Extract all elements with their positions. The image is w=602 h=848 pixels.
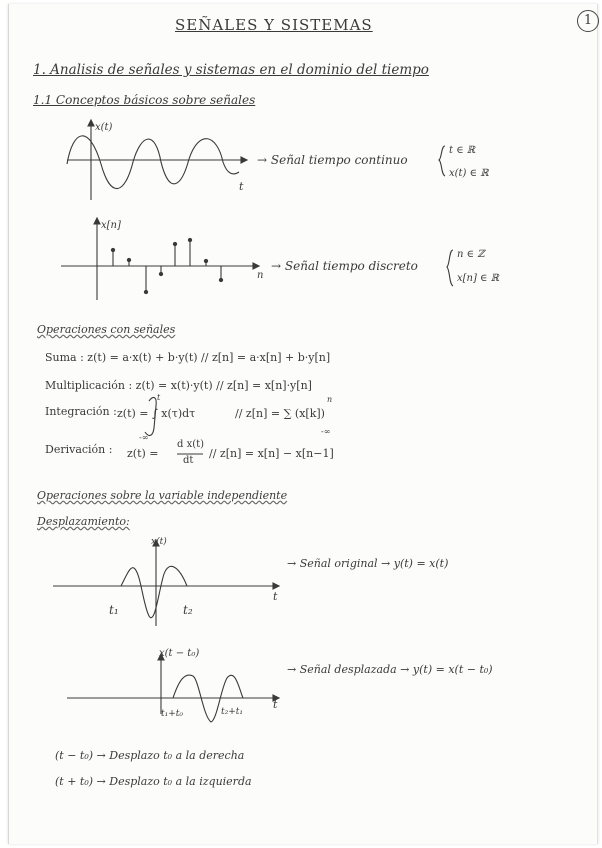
discrete-condition-n: n ∈ ℤ (457, 249, 485, 260)
discrete-x-arrow (253, 263, 259, 269)
derivative-numerator: d x(t) (177, 439, 205, 450)
discrete-brace (447, 250, 453, 286)
discrete-signal-label: → Señal tiempo discreto (271, 259, 418, 273)
desplazamiento-heading: Desplazamiento: (37, 515, 130, 528)
original-t2-label: t₂ (183, 603, 193, 617)
shift-left-note: (t + t₀) → Desplazo t₀ a la izquierda (55, 775, 252, 788)
formula-suma: Suma : z(t) = a·x(t) + b·y(t) // z[n] = a·x[n] + b·y[n] (45, 351, 331, 364)
shifted-x-label: t (273, 698, 278, 711)
shifted-t1-label: t₁+t₀ (161, 709, 183, 719)
formula-multiplicacion: Multiplicación : z(t) = x(t)·y(t) // z[n] = x[n]·y[n] (45, 379, 312, 392)
original-y-label: x(t) (151, 537, 167, 547)
continuous-signal-label: → Señal tiempo continuo (257, 153, 408, 167)
original-x-arrow (273, 583, 279, 589)
derivacion-label: Derivación : (45, 443, 113, 456)
formula-integracion-cont: z(t) = ∫ x(τ)dτ (117, 407, 196, 420)
continuous-x-label: t (239, 180, 244, 193)
subsection-heading: 1.1 Conceptos básicos sobre señales (33, 93, 256, 107)
discrete-y-label: x[n] (101, 220, 121, 231)
operations-heading: Operaciones con señales (37, 323, 176, 336)
discrete-condition-x: x[n] ∈ ℝ (457, 273, 499, 284)
original-x-label: t (273, 590, 278, 603)
continuous-condition-x: x(t) ∈ ℝ (449, 168, 489, 179)
sum-upper-limit: n (327, 395, 333, 404)
shifted-signal-label: → Señal desplazada → y(t) = x(t − t₀) (287, 663, 493, 676)
original-signal-label: → Señal original → y(t) = x(t) (287, 557, 449, 570)
continuous-waveform (67, 136, 239, 189)
page-number: 1 (577, 10, 599, 32)
shifted-y-label: x(t − t₀) (159, 648, 200, 659)
derivacion-lhs: z(t) = (127, 447, 159, 460)
discrete-x-label: n (257, 270, 264, 281)
page-title: SEÑALES Y SISTEMAS (175, 16, 373, 34)
discrete-y-arrow (94, 218, 100, 224)
continuous-x-arrow (241, 157, 247, 163)
original-t1-label: t₁ (109, 603, 119, 617)
section-heading: 1. Analisis de señales y sistemas en el dominio del tiempo (33, 62, 429, 78)
shifted-t2-label: t₂+t₁ (221, 707, 243, 717)
notebook-page (8, 4, 598, 844)
independent-variable-heading: Operaciones sobre la variable independiente (37, 489, 288, 502)
sum-lower-limit: -∞ (321, 427, 331, 436)
continuous-brace (439, 146, 445, 176)
continuous-y-label: x(t) (95, 122, 113, 133)
integral-upper-limit: t (157, 393, 161, 402)
formula-integracion-disc: // z[n] = ∑ (x[k]) (235, 407, 325, 420)
integracion-label: Integración : (45, 405, 117, 418)
figures-canvas (9, 4, 597, 844)
formula-derivacion-disc: // z[n] = x[n] − x[n−1] (209, 447, 334, 460)
derivative-denominator: dt (183, 455, 194, 466)
shift-right-note: (t − t₀) → Desplazo t₀ a la derecha (55, 749, 245, 762)
original-waveform (121, 566, 187, 617)
continuous-y-arrow (88, 120, 94, 126)
integral-lower-limit: -∞ (139, 433, 149, 442)
continuous-condition-t: t ∈ ℝ (449, 145, 476, 156)
